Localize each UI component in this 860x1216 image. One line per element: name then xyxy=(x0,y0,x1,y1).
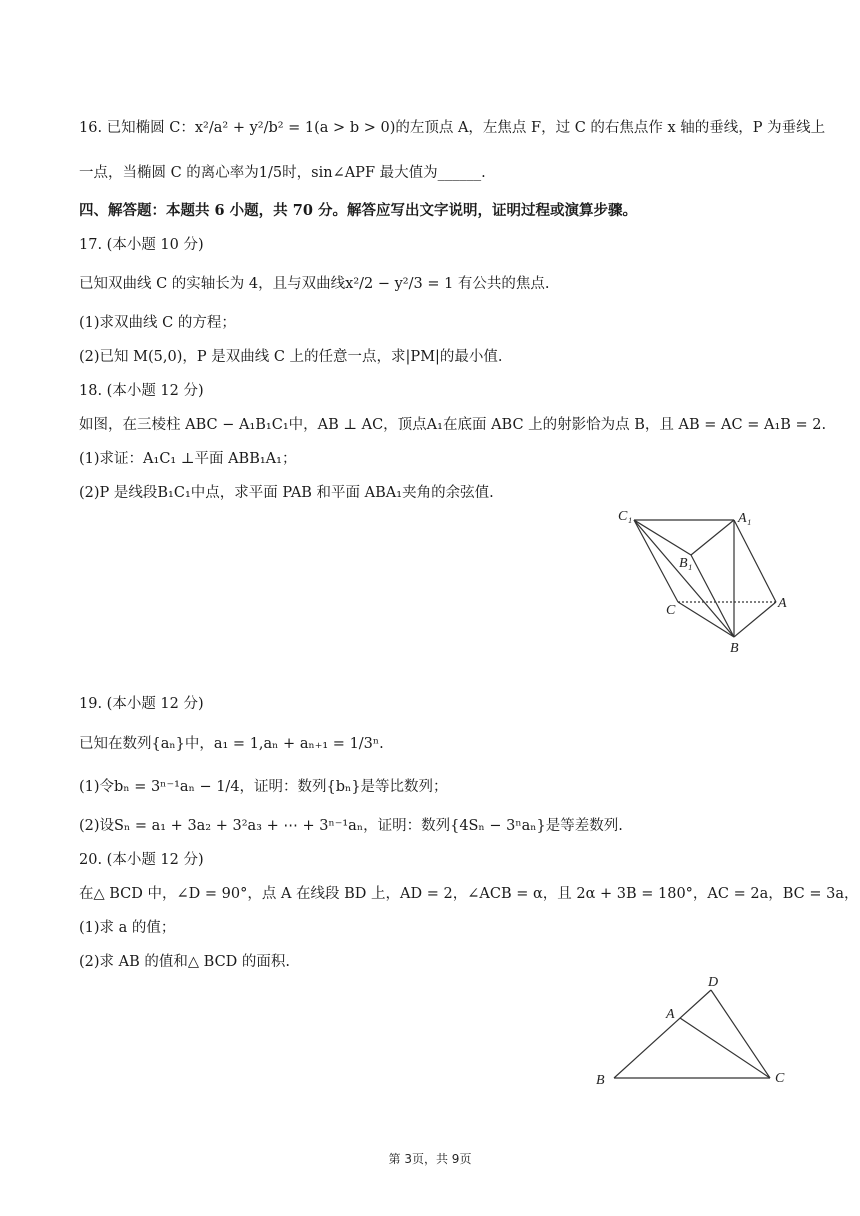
label-a1: A₁ xyxy=(738,511,752,526)
q18-part-1: (1)求证：A₁C₁ ⊥平面 ABB₁A₁； xyxy=(79,451,297,467)
q17-part-2: (2)已知 M(5,0)，P 是双曲线 C 上的任意一点，求|PM|的最小值. xyxy=(79,349,503,365)
label-b1: B₁ xyxy=(679,556,693,571)
q17-stem: 已知双曲线 C 的实轴长为 4，且与双曲线x²/2 − y²/3 = 1 有公共的焦点. xyxy=(79,276,550,292)
q19-part-1: (1)令bₙ = 3ⁿ⁻¹aₙ − 1/4，证明：数列{bₙ}是等比数列； xyxy=(79,779,448,795)
label-b: B xyxy=(730,641,739,656)
q20-header: 20. (本小题 12 分) xyxy=(79,852,204,868)
section-heading: 四、解答题：本题共 6 小题，共 70 分。解答应写出文字说明，证明过程或演算步骤。 xyxy=(79,202,637,219)
label-d: D xyxy=(708,975,719,990)
label-c: C xyxy=(666,603,676,618)
q18-stem: 如图，在三棱柱 ABC − A₁B₁C₁中，AB ⊥ AC，顶点A₁在底面 ABC 上的射影恰为点 B，且 AB = AC = A₁B = 2. xyxy=(79,417,827,433)
q19-part-2: (2)设Sₙ = a₁ + 3a₂ + 3²a₃ + ⋯ + 3ⁿ⁻¹aₙ，证明：数列{4Sₙ − 3ⁿaₙ}是等差数列. xyxy=(79,818,623,834)
label-c1: C₁ xyxy=(618,509,633,524)
label-a: A xyxy=(778,596,787,611)
q18-header: 18. (本小题 12 分) xyxy=(79,383,204,399)
q18-part-2: (2)P 是线段B₁C₁中点，求平面 PAB 和平面 ABA₁夹角的余弦值. xyxy=(79,485,494,501)
label-b: B xyxy=(596,1073,605,1088)
prism-figure xyxy=(600,500,810,670)
label-c: C xyxy=(775,1071,785,1086)
page-footer: 第 3页，共 9页 xyxy=(388,1152,472,1166)
q17-header: 17. (本小题 10 分) xyxy=(79,237,204,253)
q20-stem: 在△ BCD 中，∠D = 90°，点 A 在线段 BD 上，AD = 2，∠ACB = α，且 2α + 3B = 180°，AC = 2a，BC = 3a， xyxy=(79,886,859,902)
label-a: A xyxy=(666,1007,675,1022)
q16-line-1: 16. 已知椭圆 C：x²/a² + y²/b² = 1(a > b > 0)的左顶点 A，左焦点 F，过 C 的右焦点作 x 轴的垂线，P 为垂线上 xyxy=(79,120,826,136)
q19-stem: 已知在数列{aₙ}中，a₁ = 1,aₙ + aₙ₊₁ = 1/3ⁿ. xyxy=(79,736,384,752)
q20-part-2: (2)求 AB 的值和△ BCD 的面积. xyxy=(79,954,291,970)
triangle-figure xyxy=(590,968,800,1098)
q16-line-2: 一点，当椭圆 C 的离心率为1/5时，sin∠APF 最大值为______. xyxy=(79,165,486,181)
q20-part-1: (1)求 a 的值； xyxy=(79,920,176,936)
q19-header: 19. (本小题 12 分) xyxy=(79,696,204,712)
q17-part-1: (1)求双曲线 C 的方程； xyxy=(79,315,236,331)
